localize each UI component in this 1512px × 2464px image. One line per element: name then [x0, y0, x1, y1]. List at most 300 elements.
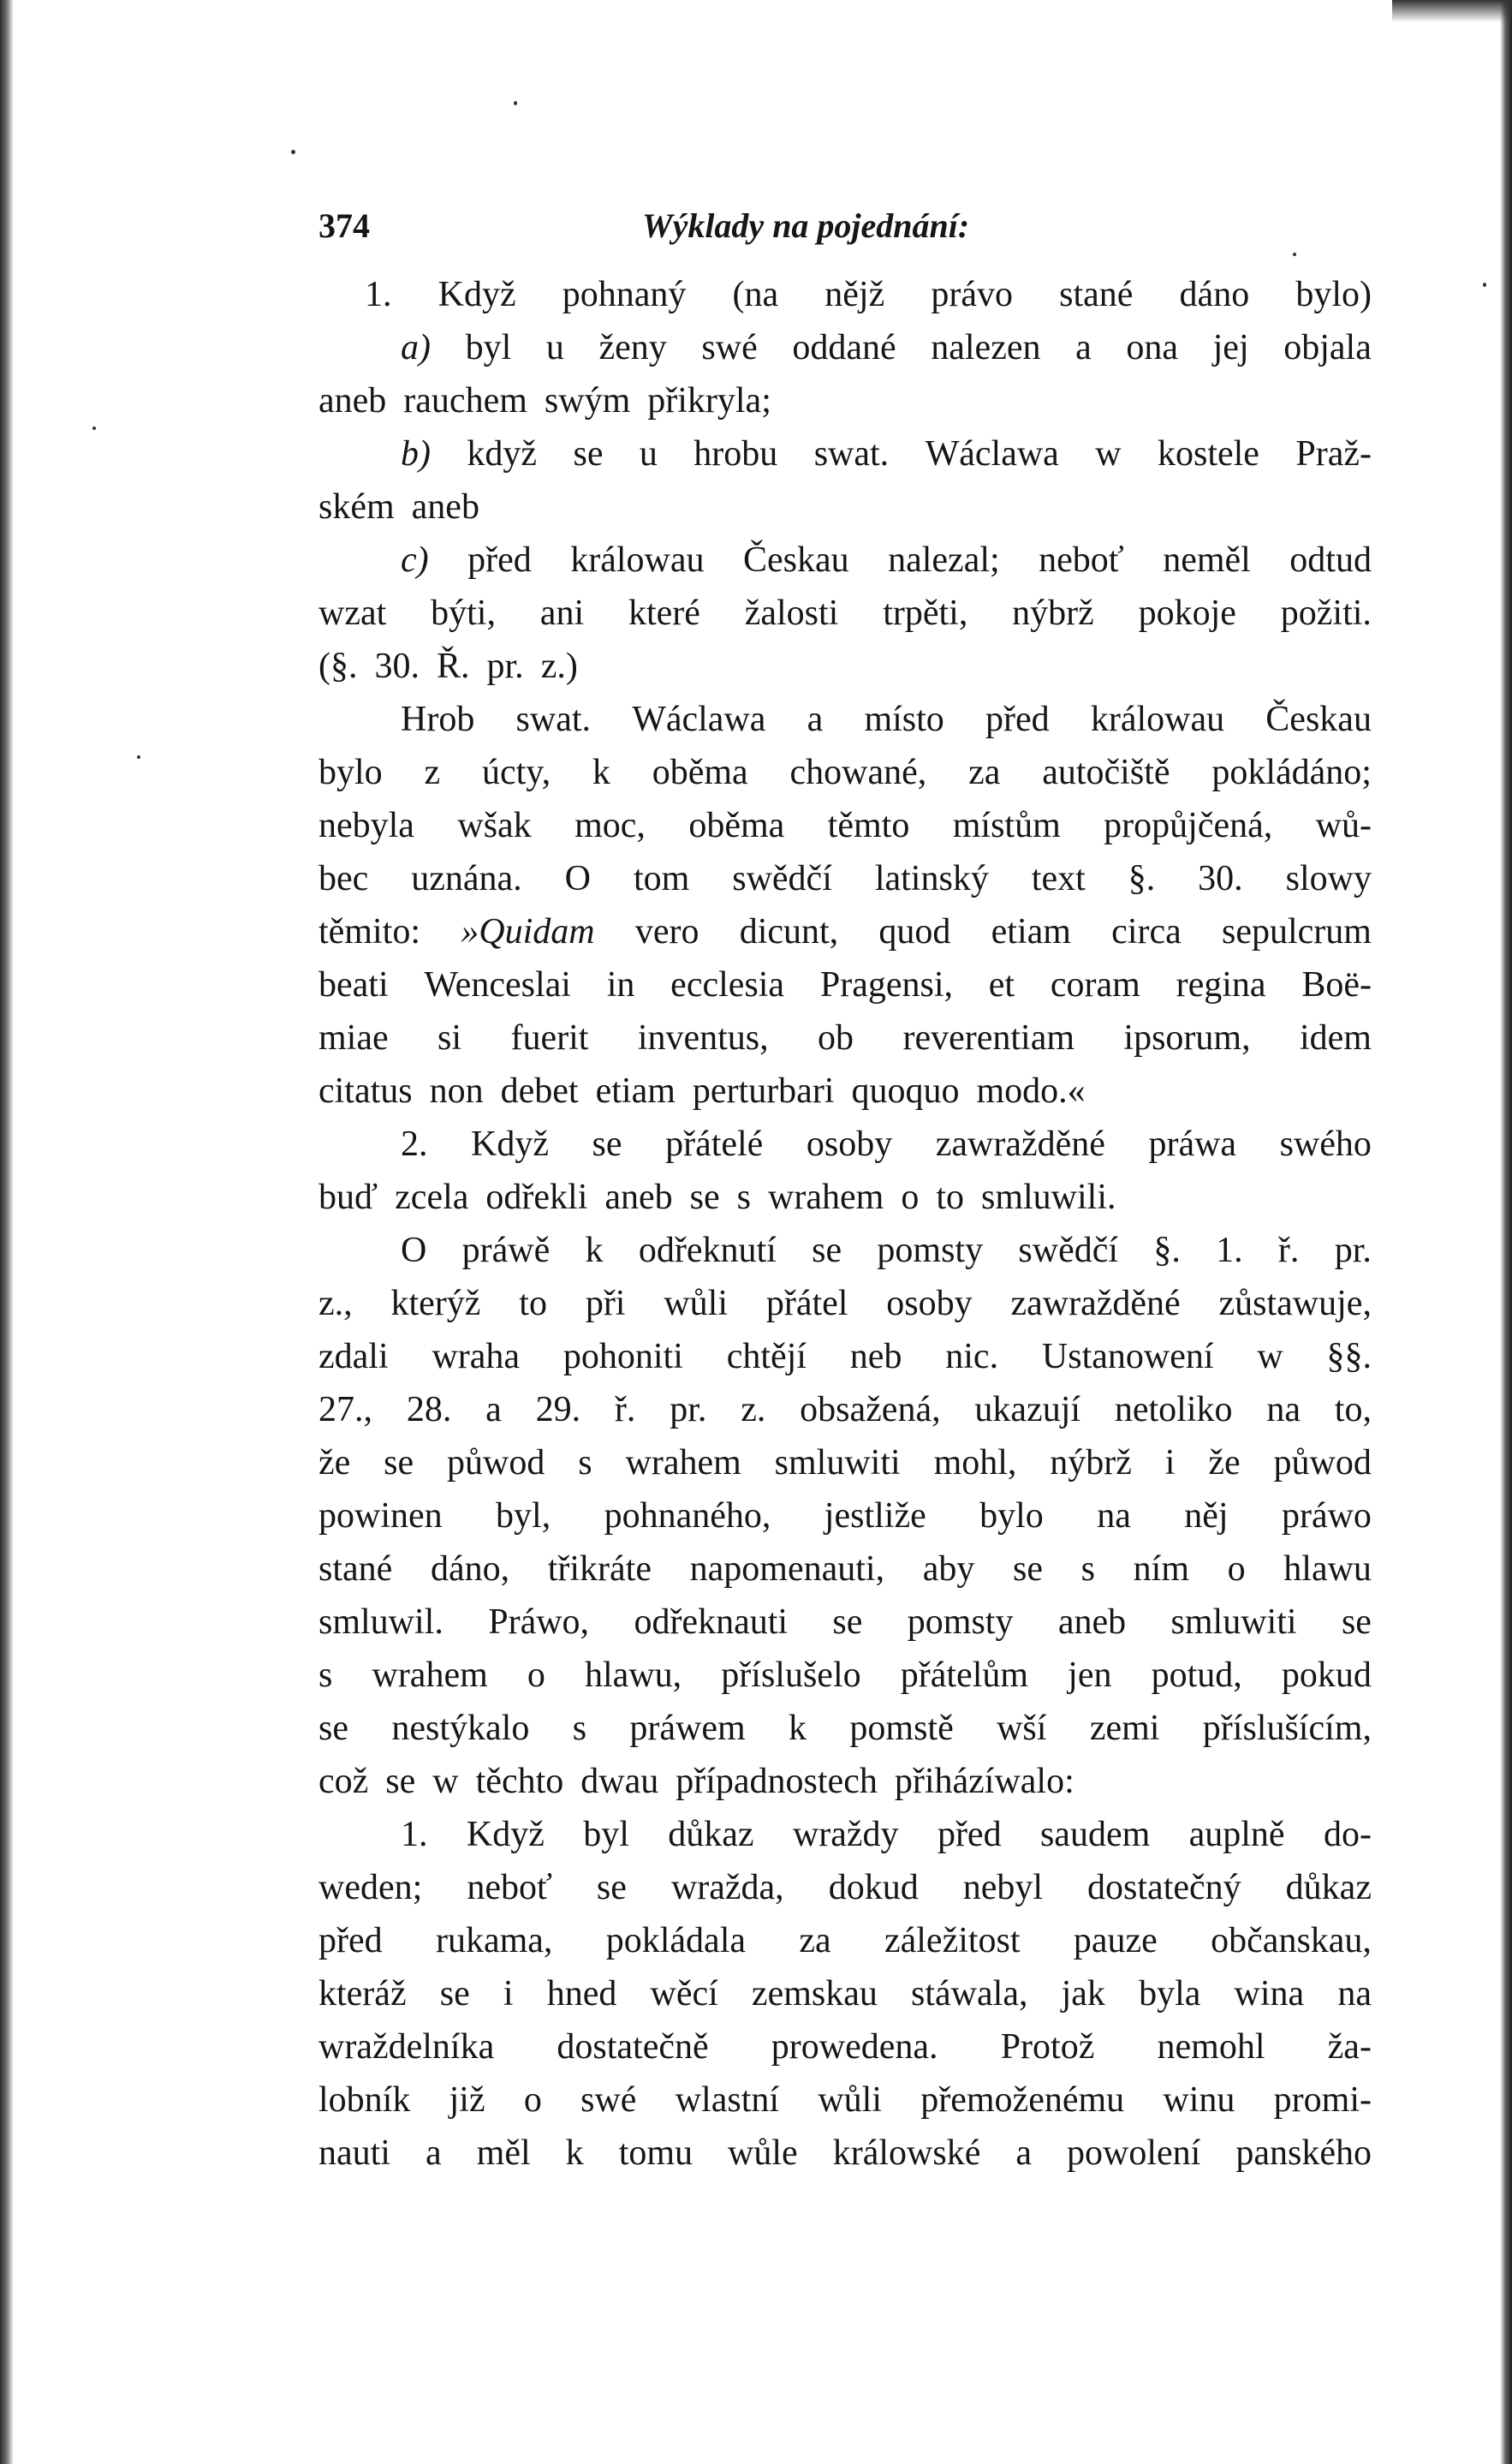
scan-speck	[137, 755, 140, 759]
word: rauchem	[403, 381, 527, 421]
word: Když	[466, 1815, 545, 1854]
word: se	[1013, 1549, 1044, 1589]
word: ním	[1133, 1549, 1189, 1589]
word: smluwiti	[1170, 1602, 1297, 1642]
word: před	[318, 1921, 383, 1960]
word: uznána.	[411, 859, 522, 898]
word: a)	[401, 328, 431, 367]
word: se	[318, 1709, 348, 1748]
word: i	[1164, 1443, 1176, 1483]
word: mohl,	[933, 1443, 1017, 1483]
word: Praž-	[1295, 434, 1372, 474]
word: (§.	[318, 647, 358, 686]
word: kterýž	[390, 1284, 481, 1323]
text-line	[318, 1224, 1372, 1277]
word: pohoniti	[563, 1337, 683, 1376]
word: nebyl	[962, 1868, 1044, 1907]
word: winu	[1163, 2080, 1235, 2120]
word: se	[832, 1602, 863, 1642]
word: se	[689, 1178, 720, 1217]
word: pohnaný	[562, 275, 687, 314]
text-line	[318, 1861, 1372, 1914]
scan-speck	[92, 427, 96, 430]
word: jej	[1212, 328, 1249, 367]
word: za	[968, 753, 1001, 792]
word: pokládala	[605, 1921, 747, 1960]
word: ř.	[1277, 1231, 1300, 1270]
word: c)	[401, 540, 429, 580]
word: panského	[1235, 2133, 1372, 2173]
word: přikryla;	[647, 381, 771, 421]
text-line	[318, 587, 1372, 640]
word: moc,	[574, 806, 646, 845]
word: pauze	[1073, 1921, 1158, 1960]
word: bylo	[979, 1496, 1044, 1536]
text-line	[318, 1011, 1372, 1065]
word: pokud	[1281, 1656, 1372, 1695]
word: ecclesia	[670, 965, 785, 1005]
word: požiti.	[1280, 594, 1372, 633]
word: zawražděné	[1010, 1284, 1181, 1323]
word: s	[318, 1656, 333, 1695]
word: wěcí	[650, 1974, 718, 2014]
word: s	[572, 1709, 587, 1748]
word: těmito:	[318, 912, 420, 952]
word: z.,	[318, 1284, 353, 1323]
word: ipsorum,	[1123, 1018, 1251, 1058]
word: pohnaného,	[604, 1496, 771, 1536]
word: dokud	[828, 1868, 919, 1907]
text-line	[318, 852, 1372, 905]
word: to,	[1334, 1390, 1372, 1429]
word: když	[467, 434, 538, 474]
word: přátelům	[900, 1656, 1029, 1695]
word: etiam	[595, 1071, 676, 1111]
word: nic.	[945, 1337, 999, 1376]
word: u	[545, 328, 564, 367]
text-line	[318, 427, 1372, 480]
word: občanskau,	[1211, 1921, 1372, 1960]
word: to	[519, 1284, 547, 1323]
word: w	[1095, 434, 1122, 474]
word: byla	[1139, 1974, 1201, 2014]
word: s	[736, 1178, 752, 1217]
word: se	[573, 434, 604, 474]
word: za	[799, 1921, 831, 1960]
word: býti,	[431, 594, 496, 633]
word: pomsty	[907, 1602, 1014, 1642]
word: debet	[500, 1071, 579, 1111]
word: s	[1080, 1549, 1096, 1589]
word: pokládáno;	[1211, 753, 1372, 792]
word: wraždy	[792, 1815, 899, 1854]
word: a	[807, 700, 824, 739]
word: dáno,	[430, 1549, 510, 1589]
word: aneb	[318, 381, 387, 421]
word: oběma	[652, 753, 748, 792]
word: Wáclawa	[632, 700, 766, 739]
word: aneb	[411, 487, 479, 527]
word: odřeknutí	[638, 1231, 777, 1270]
word: důkaz	[1285, 1868, 1372, 1907]
word: případnostech	[676, 1762, 878, 1801]
word: stáwala,	[911, 1974, 1028, 2014]
word: zemi	[1089, 1709, 1160, 1748]
word: před	[937, 1815, 1002, 1854]
word: ř.	[614, 1390, 636, 1429]
word: §.	[1128, 859, 1156, 898]
word: pokoje	[1138, 594, 1236, 633]
word: pr.	[670, 1390, 707, 1429]
word: inventus,	[637, 1018, 769, 1058]
word: b)	[401, 434, 431, 474]
scan-edge-top	[1392, 0, 1512, 22]
word: Českau	[742, 540, 849, 580]
word: (na	[732, 275, 779, 314]
word: žalosti	[744, 594, 839, 633]
word: práwem	[629, 1709, 746, 1748]
word: powinen	[318, 1496, 443, 1536]
word: nalezen	[931, 328, 1041, 367]
word: hlawu,	[585, 1656, 682, 1695]
word: příslušelo	[721, 1656, 861, 1695]
word: k	[565, 2133, 584, 2173]
text-line	[318, 958, 1372, 1011]
word: osoby	[806, 1125, 893, 1164]
word: těmto	[827, 806, 910, 845]
word: do-	[1323, 1815, 1372, 1854]
word: text	[1031, 859, 1086, 898]
text-line	[318, 374, 1372, 427]
word: chtějí	[726, 1337, 807, 1376]
word: »Quidam	[461, 912, 595, 952]
scan-speck	[514, 101, 517, 105]
word: swat.	[813, 434, 890, 474]
word: slowy	[1285, 859, 1372, 898]
word: přiházíwalo:	[894, 1762, 1074, 1801]
word: O	[564, 859, 591, 898]
text-line	[318, 321, 1372, 374]
word: byl	[465, 328, 512, 367]
word: již	[449, 2080, 485, 2120]
word: non	[429, 1071, 484, 1111]
word: zemskau	[751, 1974, 878, 2014]
word: 2.	[401, 1125, 428, 1164]
word: §.	[1153, 1231, 1181, 1270]
word: nějž	[824, 275, 885, 314]
text-line	[318, 1649, 1372, 1702]
word: něj	[1184, 1496, 1229, 1536]
word: wrahem	[625, 1443, 741, 1483]
word: Wenceslai	[424, 965, 571, 1005]
word: bylo)	[1295, 275, 1372, 314]
word: z.)	[540, 647, 578, 686]
word: byl,	[496, 1496, 551, 1536]
word: se	[439, 1974, 470, 2014]
word: aneb	[1057, 1602, 1127, 1642]
word: pomstě	[849, 1709, 954, 1748]
word: citatus	[318, 1071, 413, 1111]
word: místo	[864, 700, 944, 739]
word: aneb	[604, 1178, 673, 1217]
word: weden;	[318, 1868, 423, 1907]
word: na	[1337, 1974, 1372, 2014]
word: Ř.	[437, 647, 470, 686]
word: přátelé	[665, 1125, 764, 1164]
word: stané	[1059, 275, 1134, 314]
word: nýbrž	[1050, 1443, 1132, 1483]
text-line	[318, 1755, 1372, 1808]
scan-edge-left	[0, 0, 14, 2464]
word: swým	[544, 381, 631, 421]
page-number: 374	[318, 206, 370, 245]
text-line	[318, 2073, 1372, 2127]
word: wší	[997, 1709, 1047, 1748]
word: hrobu	[693, 434, 778, 474]
word: trpěti,	[883, 594, 968, 633]
word: quod	[878, 912, 951, 952]
word: 1.	[365, 275, 392, 314]
word: i	[503, 1974, 514, 2014]
word: bec	[318, 859, 369, 898]
word: jak	[1061, 1974, 1105, 2014]
text-line	[318, 1118, 1372, 1171]
word: swat.	[515, 700, 592, 739]
word: Protož	[1000, 2027, 1095, 2067]
word: o	[1227, 1549, 1246, 1589]
word: půwod	[1273, 1443, 1372, 1483]
word: oddané	[792, 328, 896, 367]
word: sepulcrum	[1222, 912, 1372, 952]
word: netoliko	[1114, 1390, 1233, 1429]
text-line	[318, 1967, 1372, 2020]
text-line	[318, 1914, 1372, 1967]
word: Wáclawa	[925, 434, 1059, 474]
word: neměl	[1163, 540, 1251, 580]
word: ani	[539, 594, 585, 633]
word: auplně	[1188, 1815, 1285, 1854]
word: které	[628, 594, 700, 633]
word: 1.	[1216, 1231, 1243, 1270]
word: circa	[1111, 912, 1182, 952]
word: reverentiam	[902, 1018, 1074, 1058]
word: při	[585, 1284, 626, 1323]
word: swé	[580, 2080, 637, 2120]
word: u	[639, 434, 658, 474]
word: beati	[318, 965, 389, 1005]
text-line	[318, 1065, 1372, 1118]
word: buď	[318, 1178, 378, 1217]
word: záležitost	[884, 1921, 1021, 1960]
word: et	[988, 965, 1015, 1005]
word: hned	[546, 1974, 617, 2014]
word: smluwili.	[980, 1178, 1116, 1217]
word: a	[485, 1390, 502, 1429]
text-line	[318, 746, 1372, 799]
word: ža-	[1327, 2027, 1372, 2067]
word: dwau	[580, 1762, 659, 1801]
word: stané	[318, 1549, 393, 1589]
word: wšak	[457, 806, 532, 845]
word: latinský	[874, 859, 989, 898]
word: napomenauti,	[689, 1549, 885, 1589]
word: z.	[741, 1390, 766, 1429]
word: rukama,	[435, 1921, 553, 1960]
text-line	[318, 1171, 1372, 1224]
word: se	[592, 1125, 622, 1164]
word: králowské	[832, 2133, 981, 2173]
word: nebyla	[318, 806, 414, 845]
word: fuerit	[510, 1018, 589, 1058]
word: dostatečně	[557, 2027, 709, 2067]
word: 30.	[374, 647, 420, 686]
word: wůli	[818, 2080, 882, 2120]
word: kteráž	[318, 1974, 407, 2014]
word: O	[401, 1231, 427, 1270]
word: před	[985, 700, 1050, 739]
word: což	[318, 1762, 369, 1801]
word: prowedena.	[771, 2027, 938, 2067]
word: hlawu	[1283, 1549, 1372, 1589]
word: důkaz	[668, 1815, 754, 1854]
word: pomsty	[877, 1231, 984, 1270]
word: se	[384, 1443, 414, 1483]
word: úcty,	[481, 753, 551, 792]
word: wzat	[318, 594, 387, 633]
word: těchto	[475, 1762, 564, 1801]
word: na	[1266, 1390, 1301, 1429]
word: půwod	[447, 1443, 545, 1483]
word: wina	[1234, 1974, 1305, 2014]
word: Českau	[1265, 700, 1372, 739]
word: 30.	[1198, 859, 1243, 898]
word: nýbrž	[1012, 594, 1094, 633]
word: a	[1075, 328, 1092, 367]
word: Pragensi,	[819, 965, 953, 1005]
word: vero	[634, 912, 699, 952]
word: s	[578, 1443, 592, 1483]
word: swědčí	[732, 859, 832, 898]
word: dostatečný	[1087, 1868, 1241, 1907]
word: před	[467, 540, 532, 580]
word: to	[936, 1178, 964, 1217]
word: Když	[471, 1125, 550, 1164]
word: se	[1341, 1602, 1372, 1642]
word: o	[523, 2080, 542, 2120]
word: neb	[849, 1337, 902, 1376]
word: k	[592, 753, 610, 792]
text-line	[318, 534, 1372, 587]
page-header	[318, 206, 1372, 257]
text-line	[318, 2127, 1372, 2180]
running-title: Wýklady na pojednání:	[642, 206, 970, 245]
word: králowau	[1090, 700, 1225, 739]
word: osoby	[886, 1284, 973, 1323]
word: nalezal;	[888, 540, 1000, 580]
scan-speck	[1483, 283, 1486, 287]
word: se	[596, 1868, 627, 1907]
word: o	[901, 1178, 920, 1217]
word: neboť	[1039, 540, 1124, 580]
word: wlastní	[675, 2080, 780, 2120]
word: modo.«	[976, 1071, 1086, 1111]
text-line	[318, 1808, 1372, 1861]
word: pr.	[1334, 1231, 1372, 1270]
word: ženy	[598, 328, 667, 367]
word: Když	[438, 275, 516, 314]
word: Hrob	[401, 700, 475, 739]
word: coram	[1050, 965, 1140, 1005]
word: o	[527, 1656, 545, 1695]
word: smluwil.	[318, 1602, 443, 1642]
text-line	[318, 2020, 1372, 2073]
word: z	[424, 753, 441, 792]
word: na	[1097, 1496, 1131, 1536]
word: wrahem	[372, 1656, 488, 1695]
word: ob	[818, 1018, 854, 1058]
text-line	[318, 1383, 1372, 1436]
word: odřekli	[485, 1178, 588, 1217]
word: nestýkalo	[391, 1709, 530, 1748]
text-line	[318, 480, 1372, 534]
word: zawražděné	[935, 1125, 1105, 1164]
word: 28.	[406, 1390, 452, 1429]
word: a	[426, 2133, 442, 2173]
word: perturbari	[692, 1071, 835, 1111]
word: odřeknauti	[634, 1602, 789, 1642]
text-line	[318, 1489, 1372, 1542]
body-text	[318, 268, 1372, 2180]
word: neboť	[467, 1868, 552, 1907]
word: tom	[633, 859, 690, 898]
word: ukazují	[974, 1390, 1081, 1429]
word: a	[1015, 2133, 1033, 2173]
word: zůstawuje,	[1218, 1284, 1372, 1323]
word: ském	[318, 487, 395, 527]
word: že	[1208, 1443, 1241, 1483]
word: wraha	[432, 1337, 521, 1376]
word: práwa	[1148, 1125, 1237, 1164]
word: swědčí	[1018, 1231, 1119, 1270]
word: potud,	[1151, 1656, 1242, 1695]
word: nemohl	[1157, 2027, 1265, 2067]
word: autočiště	[1042, 753, 1170, 792]
text-line	[318, 640, 1372, 693]
text-line	[318, 1277, 1372, 1330]
word: saudem	[1039, 1815, 1151, 1854]
word: 1.	[401, 1815, 428, 1854]
word: oběma	[688, 806, 785, 845]
word: příslušícím,	[1202, 1709, 1372, 1748]
word: ona	[1126, 328, 1179, 367]
word: jen	[1068, 1656, 1112, 1695]
word: místům	[952, 806, 1061, 845]
word: 29.	[535, 1390, 581, 1429]
word: miae	[318, 1018, 389, 1058]
word: wůle	[728, 2133, 798, 2173]
word: etiam	[991, 912, 1071, 952]
word: zdali	[318, 1337, 389, 1376]
word: obsažená,	[800, 1390, 941, 1429]
word: dicunt,	[739, 912, 839, 952]
word: 27.,	[318, 1390, 372, 1429]
word: kostele	[1157, 434, 1259, 474]
word: swé	[701, 328, 758, 367]
word: in	[606, 965, 635, 1005]
word: wů-	[1315, 806, 1372, 845]
word: swého	[1279, 1125, 1372, 1164]
word: dáno	[1179, 275, 1250, 314]
